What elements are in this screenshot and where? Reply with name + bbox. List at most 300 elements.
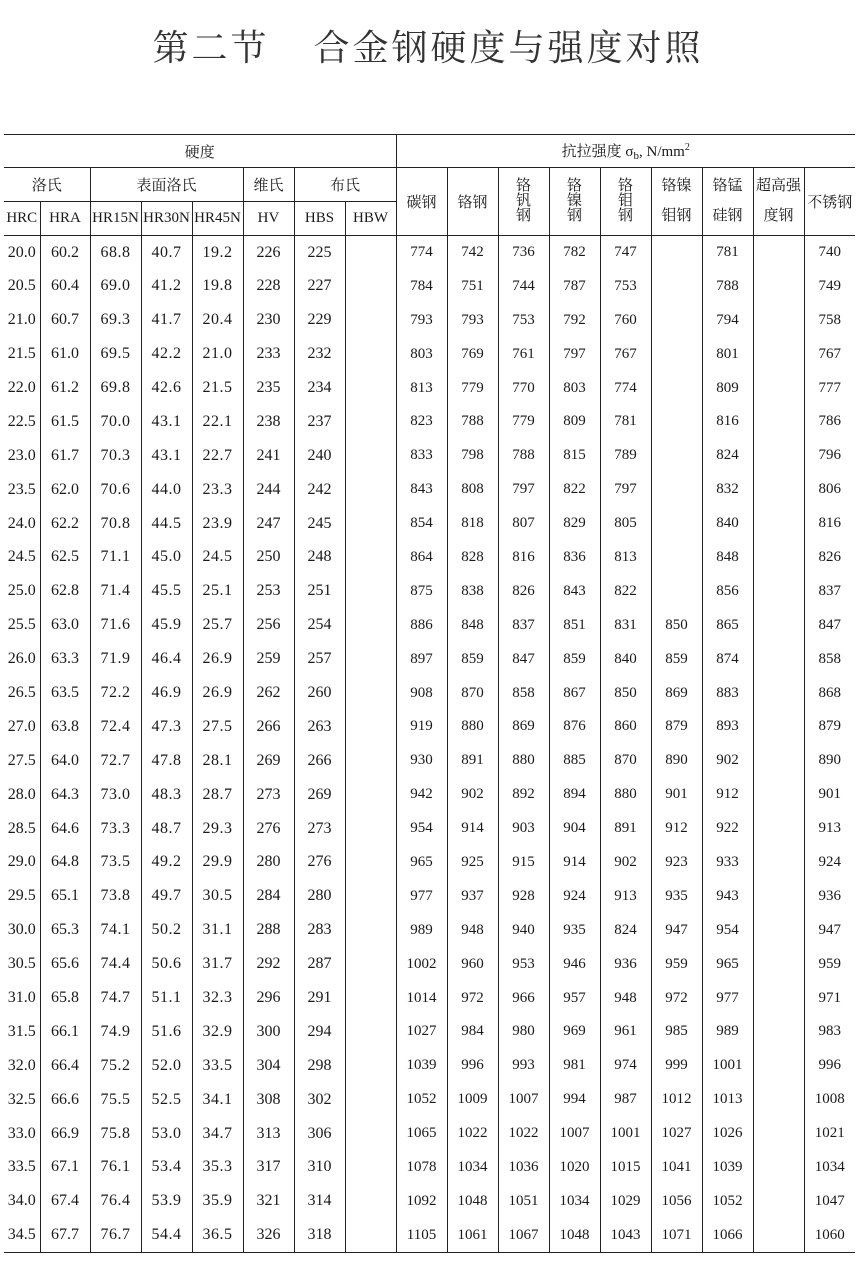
cell-ultra [753, 676, 804, 710]
cell-crni: 787 [549, 269, 600, 303]
cell-ultra [753, 981, 804, 1015]
cell-hbw [345, 744, 396, 778]
cell-hv: 300 [243, 1015, 294, 1049]
hbw-header: HBW [345, 202, 396, 236]
cell-crmo: 747 [600, 236, 651, 270]
hr45n-header: HR45N [192, 202, 243, 236]
cell-crmnsi: 1013 [702, 1083, 753, 1117]
cell-hbw [345, 879, 396, 913]
cell-hra: 63.8 [40, 710, 90, 744]
cell-carbon: 843 [396, 473, 447, 507]
cell-crv: 1022 [498, 1117, 549, 1151]
cell-cr: 818 [447, 507, 498, 541]
table-row [4, 846, 855, 880]
cell-cr: 769 [447, 337, 498, 371]
cell-crmnsi: 965 [702, 947, 753, 981]
cell-hra: 65.1 [40, 879, 90, 913]
cell-hrc: 34.0 [7, 1192, 36, 1210]
cell-hra: 63.5 [40, 676, 90, 710]
cell-crmnsi: 989 [702, 1015, 753, 1049]
cell-crni: 859 [549, 642, 600, 676]
cell-crmo: 850 [600, 676, 651, 710]
cell-hr45n: 21.0 [192, 337, 243, 371]
cell-crmo: 880 [600, 778, 651, 812]
section-number: 第二节 [152, 28, 270, 69]
cell-hbw [345, 1184, 396, 1218]
cell-cr: 788 [447, 405, 498, 439]
cell-ultra [753, 473, 804, 507]
cell-carbon: 864 [396, 541, 447, 575]
cell-carbon: 886 [396, 608, 447, 642]
cell-hv: 313 [243, 1117, 294, 1151]
cell-stainless: 971 [804, 981, 855, 1015]
brinell-header: 布氏 [294, 168, 396, 202]
carbon-steel-header: 碳钢 [396, 168, 447, 236]
cell-hr30n: 48.3 [141, 778, 192, 812]
cell-cr: 828 [447, 541, 498, 575]
cell-carbon: 989 [396, 913, 447, 947]
cell-crv: 980 [498, 1015, 549, 1049]
cell-hbw [345, 778, 396, 812]
cell-hrc: 21.0 [7, 311, 36, 329]
cell-hr15n: 70.3 [90, 439, 141, 473]
cell-hr15n: 72.2 [90, 676, 141, 710]
cell-hbs: 248 [294, 541, 345, 575]
cell-hr45n: 24.5 [192, 541, 243, 575]
cell-hbs: 229 [294, 303, 345, 337]
cell-hr45n: 28.1 [192, 744, 243, 778]
cell-ultra [753, 947, 804, 981]
rockwell-header: 洛氏 [4, 168, 90, 202]
cell-hr15n: 71.1 [90, 541, 141, 575]
cell-hr45n: 36.5 [192, 1218, 243, 1252]
cell-crmo: 913 [600, 879, 651, 913]
cell-hv: 244 [243, 473, 294, 507]
cell-stainless: 901 [804, 778, 855, 812]
cell-carbon: 774 [396, 236, 447, 270]
cell-stainless: 767 [804, 337, 855, 371]
cell-crmo: 831 [600, 608, 651, 642]
cell-hr15n: 75.5 [90, 1083, 141, 1117]
cell-hrc: 30.0 [7, 921, 36, 939]
hr15n-header: HR15N [90, 202, 141, 236]
cell-stainless: 806 [804, 473, 855, 507]
cell-hbw [345, 507, 396, 541]
cell-hbw [345, 473, 396, 507]
cell-hv: 228 [243, 269, 294, 303]
cell-crmnsi: 1026 [702, 1117, 753, 1151]
cell-hv: 296 [243, 981, 294, 1015]
cell-hr30n: 49.7 [141, 879, 192, 913]
cell-hrc: 23.0 [7, 446, 36, 464]
cell-stainless: 996 [804, 1049, 855, 1083]
cell-crv: 779 [498, 405, 549, 439]
hv-header: HV [243, 202, 294, 236]
cell-hra: 62.5 [40, 541, 90, 575]
cell-hr45n: 35.9 [192, 1184, 243, 1218]
table-row [4, 1117, 855, 1151]
cell-hr15n: 69.8 [90, 371, 141, 405]
cell-hr30n: 41.7 [141, 303, 192, 337]
cell-crnimo: 1041 [651, 1151, 702, 1185]
cell-crmo: 987 [600, 1083, 651, 1117]
cell-hbs: 242 [294, 473, 345, 507]
cell-hv: 269 [243, 744, 294, 778]
cell-stainless: 758 [804, 303, 855, 337]
cell-crmo: 974 [600, 1049, 651, 1083]
cell-hr30n: 48.7 [141, 812, 192, 846]
cell-hv: 288 [243, 913, 294, 947]
cell-crv: 826 [498, 574, 549, 608]
cell-crmnsi: 1001 [702, 1049, 753, 1083]
conversion-table-container [4, 134, 854, 1253]
cell-hr30n: 52.0 [141, 1049, 192, 1083]
cell-hbs: 294 [294, 1015, 345, 1049]
cell-crni: 1034 [549, 1184, 600, 1218]
cell-ultra [753, 371, 804, 405]
cell-hv: 247 [243, 507, 294, 541]
cell-hra: 67.7 [40, 1218, 90, 1252]
cell-hrc: 25.5 [7, 616, 36, 634]
cell-hrc: 30.5 [7, 955, 36, 973]
cell-hra: 64.3 [40, 778, 90, 812]
cell-carbon: 1002 [396, 947, 447, 981]
cell-cr: 1009 [447, 1083, 498, 1117]
cell-hr15n: 73.8 [90, 879, 141, 913]
cell-carbon: 784 [396, 269, 447, 303]
section-heading: 合金钢硬度与强度对照 [313, 28, 704, 69]
cell-hr15n: 70.8 [90, 507, 141, 541]
cell-hr45n: 23.3 [192, 473, 243, 507]
cell-carbon: 803 [396, 337, 447, 371]
cell-crnimo [651, 473, 702, 507]
cell-hr30n: 43.1 [141, 439, 192, 473]
cell-crmnsi: 902 [702, 744, 753, 778]
cell-hra: 64.8 [40, 846, 90, 880]
cell-hbs: 273 [294, 812, 345, 846]
cell-hra: 67.1 [40, 1151, 90, 1185]
table-row [4, 778, 855, 812]
cell-crni: 782 [549, 236, 600, 270]
cr-mo-steel-header: 铬 钼 钢 [600, 168, 651, 236]
cell-crnimo: 985 [651, 1015, 702, 1049]
cell-ultra [753, 1184, 804, 1218]
cell-hr45n: 23.9 [192, 507, 243, 541]
cell-hr30n: 53.9 [141, 1184, 192, 1218]
cell-hr30n: 49.2 [141, 846, 192, 880]
cell-crv: 966 [498, 981, 549, 1015]
cell-hrc: 22.5 [7, 412, 36, 430]
cell-crni: 829 [549, 507, 600, 541]
table-row [4, 710, 855, 744]
cell-hr30n: 45.5 [141, 574, 192, 608]
cell-hr45n: 19.8 [192, 269, 243, 303]
cell-hr15n: 71.6 [90, 608, 141, 642]
cell-ultra [753, 1151, 804, 1185]
cell-carbon: 813 [396, 371, 447, 405]
hrc-header: HRC [4, 202, 40, 236]
cell-hbs: 298 [294, 1049, 345, 1083]
cell-hbs: 318 [294, 1218, 345, 1252]
cell-crmo: 824 [600, 913, 651, 947]
cell-hr30n: 46.9 [141, 676, 192, 710]
ultra-high-strength-steel-header: 超高强 度钢 [753, 168, 804, 236]
cell-hrc: 26.0 [7, 650, 36, 668]
cell-crni: 803 [549, 371, 600, 405]
superficial-rockwell-header: 表面洛氏 [90, 168, 243, 202]
cell-crv: 736 [498, 236, 549, 270]
cell-crni: 809 [549, 405, 600, 439]
cell-crv: 788 [498, 439, 549, 473]
cell-hrc: 25.0 [7, 582, 36, 600]
cell-ultra [753, 913, 804, 947]
cell-hv: 280 [243, 846, 294, 880]
table-row [4, 405, 855, 439]
cell-crmo: 753 [600, 269, 651, 303]
cell-hv: 317 [243, 1151, 294, 1185]
cell-hbw [345, 947, 396, 981]
cell-crv: 953 [498, 947, 549, 981]
cell-crmo: 860 [600, 710, 651, 744]
cell-crnimo: 972 [651, 981, 702, 1015]
cell-cr: 798 [447, 439, 498, 473]
cell-crmo: 1043 [600, 1218, 651, 1252]
cell-carbon: 1065 [396, 1117, 447, 1151]
cell-crmnsi: 865 [702, 608, 753, 642]
cell-crmo: 805 [600, 507, 651, 541]
cell-hbw [345, 1083, 396, 1117]
cell-crmnsi: 1066 [702, 1218, 753, 1252]
cell-carbon: 1027 [396, 1015, 447, 1049]
cell-crv: 1051 [498, 1184, 549, 1218]
cell-ultra [753, 269, 804, 303]
table-row [4, 744, 855, 778]
cell-cr: 742 [447, 236, 498, 270]
cell-hr15n: 75.2 [90, 1049, 141, 1083]
cell-hra: 64.0 [40, 744, 90, 778]
hra-header: HRA [40, 202, 90, 236]
cell-hr30n: 43.1 [141, 405, 192, 439]
cr-v-steel-header: 铬 钒 钢 [498, 168, 549, 236]
cell-hr45n: 22.7 [192, 439, 243, 473]
cell-hrc: 23.5 [7, 480, 36, 498]
cell-ultra [753, 337, 804, 371]
cell-carbon: 965 [396, 846, 447, 880]
cell-hbs: 280 [294, 879, 345, 913]
cell-carbon: 854 [396, 507, 447, 541]
cell-hbw [345, 710, 396, 744]
cell-crmnsi: 1052 [702, 1184, 753, 1218]
cell-crni: 935 [549, 913, 600, 947]
cell-hv: 233 [243, 337, 294, 371]
cell-hbs: 283 [294, 913, 345, 947]
cell-hr45n: 25.7 [192, 608, 243, 642]
cell-crv: 993 [498, 1049, 549, 1083]
cell-stainless: 868 [804, 676, 855, 710]
cell-crmnsi: 801 [702, 337, 753, 371]
cell-hr30n: 46.4 [141, 642, 192, 676]
cell-hr15n: 76.7 [90, 1218, 141, 1252]
cell-hbw [345, 1151, 396, 1185]
cell-hv: 235 [243, 371, 294, 405]
cell-hr45n: 25.1 [192, 574, 243, 608]
cell-ultra [753, 303, 804, 337]
cr-ni-mo-steel-header: 铬镍 钼钢 [651, 168, 702, 236]
cell-ultra [753, 846, 804, 880]
cell-hr30n: 51.6 [141, 1015, 192, 1049]
cell-ultra [753, 574, 804, 608]
cell-ultra [753, 1083, 804, 1117]
cell-crmo: 948 [600, 981, 651, 1015]
cell-cr: 960 [447, 947, 498, 981]
cell-cr: 891 [447, 744, 498, 778]
cell-crnimo [651, 236, 702, 270]
cell-cr: 751 [447, 269, 498, 303]
cell-hv: 304 [243, 1049, 294, 1083]
cell-stainless: 913 [804, 812, 855, 846]
table-row [4, 236, 855, 270]
cell-hr15n: 73.3 [90, 812, 141, 846]
cell-hr30n: 54.4 [141, 1218, 192, 1252]
cell-hra: 66.9 [40, 1117, 90, 1151]
cell-hr30n: 47.3 [141, 710, 192, 744]
cell-hbs: 225 [294, 236, 345, 270]
cell-hr15n: 74.4 [90, 947, 141, 981]
cell-crv: 940 [498, 913, 549, 947]
cell-crnimo: 859 [651, 642, 702, 676]
cell-ultra [753, 541, 804, 575]
cell-cr: 925 [447, 846, 498, 880]
cell-carbon: 954 [396, 812, 447, 846]
cell-hbw [345, 371, 396, 405]
cell-hbw [345, 303, 396, 337]
cell-ultra [753, 1049, 804, 1083]
cell-crmo: 822 [600, 574, 651, 608]
cell-hbw [345, 1218, 396, 1252]
cell-hr30n: 50.6 [141, 947, 192, 981]
cell-hrc: 33.5 [7, 1158, 36, 1176]
cell-crv: 1036 [498, 1151, 549, 1185]
cell-crni: 836 [549, 541, 600, 575]
cell-hrc: 31.5 [7, 1022, 36, 1040]
cell-hrc: 29.0 [7, 853, 36, 871]
cell-stainless: 879 [804, 710, 855, 744]
cell-cr: 948 [447, 913, 498, 947]
cell-cr: 870 [447, 676, 498, 710]
cell-crmo: 781 [600, 405, 651, 439]
cell-carbon: 942 [396, 778, 447, 812]
cell-hra: 62.8 [40, 574, 90, 608]
cell-hrc: 32.5 [7, 1090, 36, 1108]
cell-ultra [753, 236, 804, 270]
cell-hbw [345, 405, 396, 439]
cell-hrc: 32.0 [7, 1056, 36, 1074]
cell-hr15n: 73.0 [90, 778, 141, 812]
cell-crmnsi: 824 [702, 439, 753, 473]
table-row [4, 1184, 855, 1218]
cell-stainless: 936 [804, 879, 855, 913]
cell-cr: 996 [447, 1049, 498, 1083]
cell-hbs: 240 [294, 439, 345, 473]
cell-hr30n: 53.4 [141, 1151, 192, 1185]
cell-crnimo [651, 541, 702, 575]
cell-hra: 61.5 [40, 405, 90, 439]
cell-crnimo [651, 439, 702, 473]
cell-crnimo [651, 507, 702, 541]
cell-stainless: 1047 [804, 1184, 855, 1218]
cell-crnimo [651, 371, 702, 405]
cell-crv: 1067 [498, 1218, 549, 1252]
cell-carbon: 833 [396, 439, 447, 473]
cell-crmo: 1001 [600, 1117, 651, 1151]
cell-crmnsi: 912 [702, 778, 753, 812]
table-row [4, 947, 855, 981]
cell-cr: 808 [447, 473, 498, 507]
table-row [4, 303, 855, 337]
cell-hv: 253 [243, 574, 294, 608]
cr-mn-si-steel-header: 铬锰 硅钢 [702, 168, 753, 236]
cell-crni: 957 [549, 981, 600, 1015]
cell-cr: 972 [447, 981, 498, 1015]
table-row [4, 574, 855, 608]
cell-crmo: 891 [600, 812, 651, 846]
cell-crnimo: 850 [651, 608, 702, 642]
cell-hr30n: 42.2 [141, 337, 192, 371]
cell-hr30n: 41.2 [141, 269, 192, 303]
cell-hbs: 254 [294, 608, 345, 642]
cell-hr45n: 29.3 [192, 812, 243, 846]
table-row [4, 879, 855, 913]
cell-stainless: 858 [804, 642, 855, 676]
cell-hbw [345, 913, 396, 947]
cell-hr15n: 76.4 [90, 1184, 141, 1218]
cell-carbon: 1078 [396, 1151, 447, 1185]
cell-hv: 276 [243, 812, 294, 846]
cell-hra: 65.3 [40, 913, 90, 947]
cell-crmo: 774 [600, 371, 651, 405]
cell-cr: 1022 [447, 1117, 498, 1151]
cell-crv: 797 [498, 473, 549, 507]
cell-stainless: 1060 [804, 1218, 855, 1252]
hr30n-header: HR30N [141, 202, 192, 236]
cell-crmo: 936 [600, 947, 651, 981]
cell-stainless: 947 [804, 913, 855, 947]
table-row [4, 981, 855, 1015]
cell-crnimo: 959 [651, 947, 702, 981]
cell-hra: 60.2 [40, 236, 90, 270]
cell-crnimo [651, 405, 702, 439]
cell-hra: 65.6 [40, 947, 90, 981]
cell-hbw [345, 236, 396, 270]
cr-ni-steel-header: 铬 镍 钢 [549, 168, 600, 236]
cell-carbon: 793 [396, 303, 447, 337]
cell-hr30n: 47.8 [141, 744, 192, 778]
cell-hr45n: 27.5 [192, 710, 243, 744]
cell-crmnsi: 788 [702, 269, 753, 303]
cell-stainless: 847 [804, 608, 855, 642]
page-title [0, 20, 856, 71]
cell-hr15n: 69.5 [90, 337, 141, 371]
cell-crmo: 1015 [600, 1151, 651, 1185]
cell-crmnsi: 794 [702, 303, 753, 337]
cell-hrc: 22.0 [7, 379, 36, 396]
table-row [4, 439, 855, 473]
cell-crnimo: 947 [651, 913, 702, 947]
cell-crv: 847 [498, 642, 549, 676]
cell-crmnsi: 977 [702, 981, 753, 1015]
cell-stainless: 924 [804, 846, 855, 880]
cell-crv: 903 [498, 812, 549, 846]
